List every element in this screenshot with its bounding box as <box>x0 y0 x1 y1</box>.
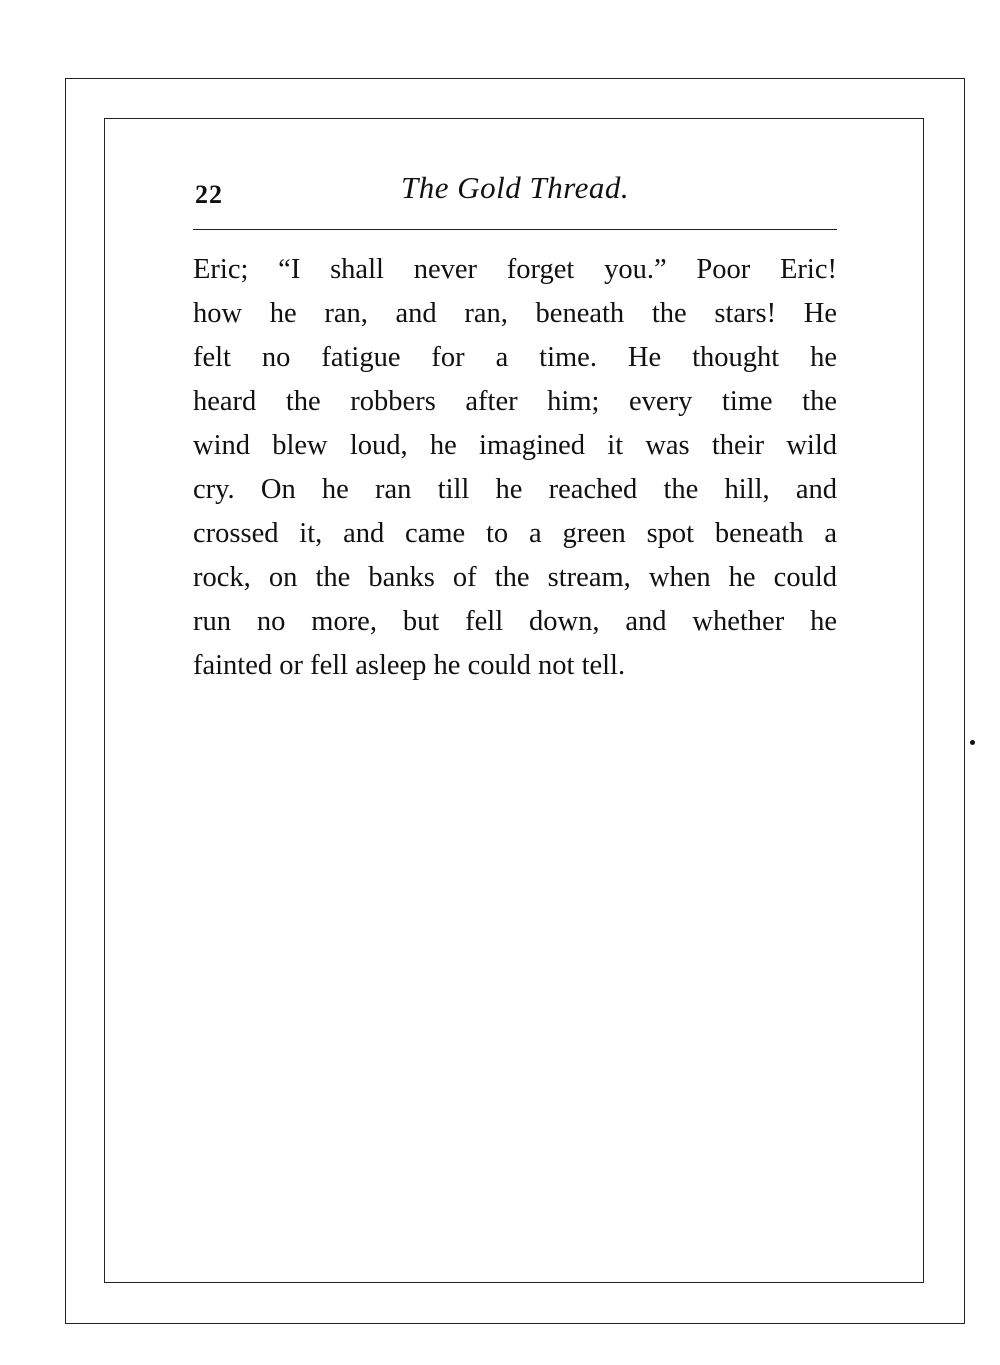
text-line: fainted or fell asleep he could not tell. <box>193 650 626 681</box>
text-line: felt no fatigue for a time. He thought he <box>193 342 837 373</box>
text-line: cry. On he ran till he reached the hill, and <box>193 474 837 505</box>
text-line: heard the robbers after him; every time the <box>193 386 837 417</box>
text-line: wind blew loud, he imagined it was their wild <box>193 430 837 461</box>
running-title: The Gold Thread. <box>401 170 630 205</box>
running-head <box>193 168 837 218</box>
page-number: 22 <box>195 180 223 209</box>
text-line: Eric; “I shall never forget you.” Poor Eric! <box>193 254 837 285</box>
text-line: rock, on the banks of the stream, when he could <box>193 562 837 593</box>
text-line: crossed it, and came to a green spot beneath a <box>193 518 837 549</box>
ink-speck <box>970 740 975 745</box>
body-paragraph <box>193 248 837 688</box>
header-rule <box>193 229 837 230</box>
text-line: how he ran, and ran, beneath the stars! He <box>193 298 837 329</box>
text-line: run no more, but fell down, and whether he <box>193 606 837 637</box>
